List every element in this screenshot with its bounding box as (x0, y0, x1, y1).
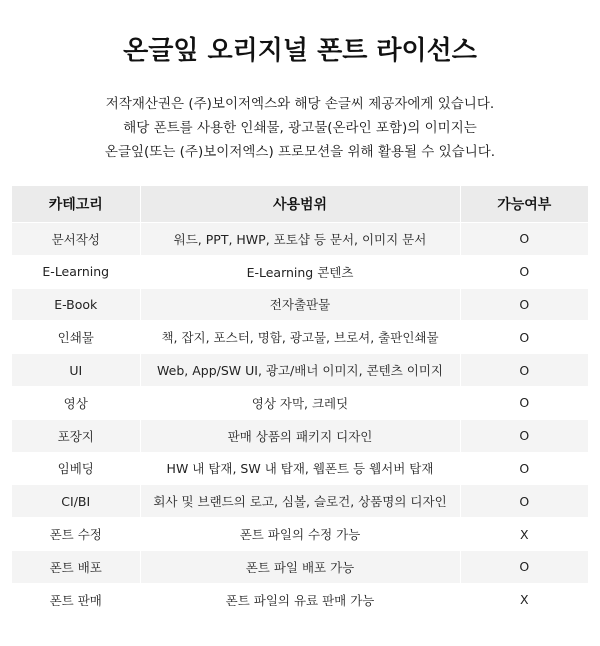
row-allowed: X (460, 518, 588, 551)
row-scope: 폰트 파일의 유료 판매 가능 (140, 583, 460, 616)
header-category: 카테고리 (12, 186, 140, 223)
description-line: 온글잎(또는 (주)보이저엑스) 프로모션을 위해 활용될 수 있습니다. (104, 144, 496, 160)
row-allowed: O (460, 223, 588, 256)
table-row (12, 419, 588, 452)
table-row (12, 550, 588, 583)
table-row (12, 255, 588, 288)
row-category: 폰트 판매 (12, 583, 140, 616)
row-allowed: O (460, 550, 588, 583)
row-allowed: O (460, 419, 588, 452)
row-scope: 판매 상품의 패키지 디자인 (140, 419, 460, 452)
row-category: UI (12, 354, 140, 387)
row-category: 폰트 배포 (12, 550, 140, 583)
license-table (12, 186, 588, 617)
row-allowed: O (460, 255, 588, 288)
table-row (12, 452, 588, 485)
description-line: 해당 폰트를 사용한 인쇄물, 광고물(온라인 포함)의 이미지는 (123, 120, 477, 136)
row-category: E-Book (12, 288, 140, 321)
row-allowed: X (460, 583, 588, 616)
row-scope: 폰트 파일 배포 가능 (140, 550, 460, 583)
row-category: 문서작성 (12, 223, 140, 256)
table-row (12, 518, 588, 551)
row-allowed: O (460, 485, 588, 518)
row-category: 폰트 수정 (12, 518, 140, 551)
row-scope: 회사 및 브랜드의 로고, 심볼, 슬로건, 상품명의 디자인 (140, 485, 460, 518)
row-category: 임베딩 (12, 452, 140, 485)
row-category: 영상 (12, 386, 140, 419)
page-title: 온글잎 오리지널 폰트 라이선스 (123, 36, 477, 66)
row-allowed: O (460, 288, 588, 321)
row-scope: 영상 자막, 크레딧 (140, 386, 460, 419)
row-allowed: O (460, 386, 588, 419)
row-scope: HW 내 탑재, SW 내 탑재, 웹폰트 등 웹서버 탑재 (140, 452, 460, 485)
table-row (12, 386, 588, 419)
table-row (12, 485, 588, 518)
table-row (12, 288, 588, 321)
row-allowed: O (460, 354, 588, 387)
license-description (0, 92, 600, 164)
row-scope: E-Learning 콘텐츠 (140, 255, 460, 288)
row-category: 인쇄물 (12, 321, 140, 354)
header-scope: 사용범위 (140, 186, 460, 223)
row-category: E-Learning (12, 255, 140, 288)
table-row (12, 354, 588, 387)
row-category: 포장지 (12, 419, 140, 452)
row-allowed: O (460, 321, 588, 354)
row-scope: 책, 잡지, 포스터, 명함, 광고물, 브로셔, 출판인쇄물 (140, 321, 460, 354)
table-header-row (12, 186, 588, 223)
row-scope: 전자출판물 (140, 288, 460, 321)
row-scope: Web, App/SW UI, 광고/배너 이미지, 콘텐츠 이미지 (140, 354, 460, 387)
row-scope: 워드, PPT, HWP, 포토샵 등 문서, 이미지 문서 (140, 223, 460, 256)
row-category: CI/BI (12, 485, 140, 518)
description-line: 저작재산권은 (주)보이저엑스와 해당 손글씨 제공자에게 있습니다. (105, 96, 495, 112)
row-allowed: O (460, 452, 588, 485)
table-row (12, 223, 588, 256)
table-row (12, 583, 588, 616)
header-allowed: 가능여부 (460, 186, 588, 223)
row-scope: 폰트 파일의 수정 가능 (140, 518, 460, 551)
table-row (12, 321, 588, 354)
